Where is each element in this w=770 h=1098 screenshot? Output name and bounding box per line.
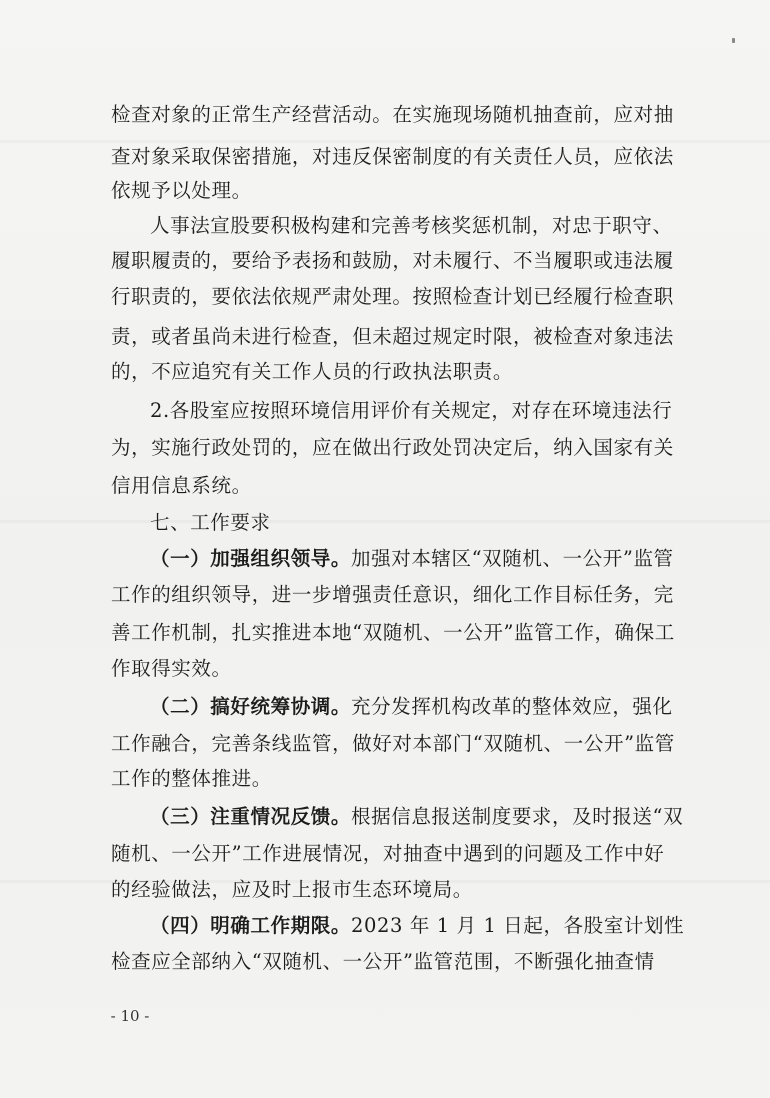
paragraph-7-line-1-text: 2023 年 1 月 1 日起，各股室计划性 [351, 914, 685, 937]
scan-mark [732, 38, 735, 43]
paragraph-5-line-1 [150, 693, 671, 721]
paragraph-4-line-4: 作取得实效。 [111, 657, 232, 680]
paragraph-2-line-3: 行职责的，要依法依规严肃处理。按照检查计划已经履行检查职 [111, 285, 674, 308]
paragraph-7-line-2: 检查应全部纳入“双随机、一公开”监管范围，不断强化抽查情 [111, 950, 655, 973]
paragraph-6-line-1-text: 根据信息报送制度要求，及时报送“双 [351, 805, 684, 828]
paragraph-7-lead: （四）明确工作期限。 [150, 914, 352, 937]
paragraph-5-lead: （二）搞好统筹协调。 [150, 695, 352, 718]
paragraph-4-line-1 [150, 545, 674, 573]
paragraph-1-line-2: 查对象采取保密措施，对违反保密制度的有关责任人员，应依法 [111, 145, 674, 168]
paragraph-2-line-2: 履职履责的，要给予表扬和鼓励，对未履行、不当履职或违法履 [111, 249, 674, 272]
paragraph-7-line-1 [150, 912, 685, 940]
paragraph-5-line-3: 工作的整体推进。 [111, 767, 272, 790]
paragraph-5-line-1-text: 充分发挥机构改革的整体效应，强化 [351, 695, 673, 718]
page-number: - 10 - [110, 1007, 150, 1025]
paragraph-6-lead: （三）注重情况反馈。 [150, 805, 352, 828]
paragraph-6-line-2: 随机、一公开”工作进展情况，对抽查中遇到的问题及工作中好 [111, 842, 665, 865]
paragraph-4-line-2: 工作的组织领导，进一步增强责任意识，细化工作目标任务，完 [111, 583, 674, 606]
paragraph-6-line-3: 的经验做法，应及时上报市生态环境局。 [111, 878, 473, 901]
paragraph-3-line-3: 信用信息系统。 [111, 474, 252, 497]
paragraph-4-line-1-text: 加强对本辖区“双随机、一公开”监管 [351, 547, 674, 570]
paragraph-5-line-2: 工作融合，完善条线监管，做好对本部门“双随机、一公开”监管 [111, 732, 675, 755]
paragraph-2-line-5: 的，不应追究有关工作人员的行政执法职责。 [111, 360, 514, 383]
paragraph-3-line-2: 为，实施行政处罚的，应在做出行政处罚决定后，纳入国家有关 [111, 436, 674, 459]
section-heading: 七、工作要求 [150, 511, 271, 534]
paragraph-1-line-3: 依规予以处理。 [111, 179, 252, 202]
paragraph-3-line-1: 2.各股室应按照环境信用评价有关规定，对存在环境违法行 [150, 399, 673, 422]
paragraph-2-line-4: 责，或者虽尚未进行检查，但未超过规定时限，被检查对象违法 [111, 325, 674, 348]
paragraph-1-line-1: 检查对象的正常生产经营活动。在实施现场随机抽查前，应对抽 [111, 103, 674, 126]
paragraph-6-line-1 [150, 803, 684, 831]
paragraph-4-line-3: 善工作机制，扎实推进本地“双随机、一公开”监管工作，确保工 [111, 621, 675, 644]
paragraph-2-line-1: 人事法宣股要积极构建和完善考核奖惩机制，对忠于职守、 [150, 214, 673, 237]
paragraph-4-lead: （一）加强组织领导。 [150, 547, 352, 570]
